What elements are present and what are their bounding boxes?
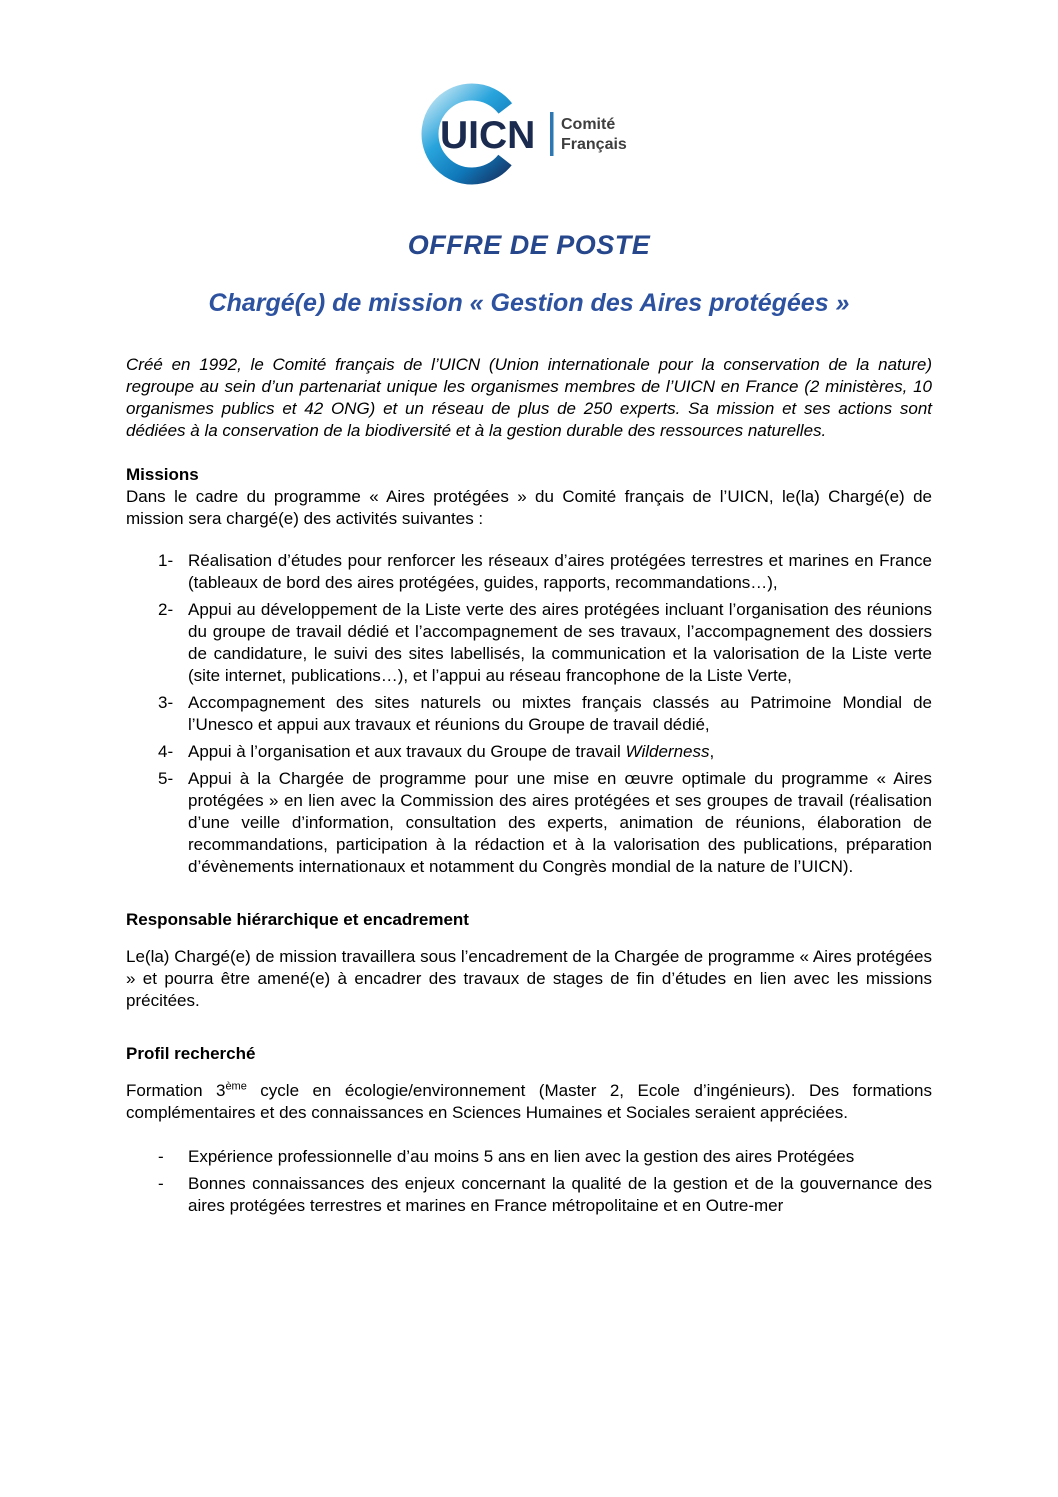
list-item-marker: 2- <box>158 600 174 619</box>
list-item-marker: 1- <box>158 551 174 570</box>
list-item <box>158 599 932 687</box>
profil-paragraph <box>126 1080 932 1124</box>
logo-header <box>0 0 1058 200</box>
uicn-logo <box>415 74 643 194</box>
missions-heading: Missions <box>126 465 199 484</box>
list-item <box>158 1173 932 1217</box>
list-item-text: Appui au développement de la Liste verte des aires protégées incluant l’organisation des réunions du groupe de travail dédié et l’accompagnement de ses travaux, l’accompagnement des dossiers de candidature, le suivi des sites labellisés, la communication et la valorisation de la Liste verte (site internet, publications…), et l’appui au réseau francophone de la Liste Verte, <box>188 600 932 685</box>
logo-org-line1: Comité <box>561 116 616 133</box>
logo-org-line2: Français <box>561 136 627 153</box>
list-item-text <box>188 741 932 763</box>
list-item-text: Accompagnement des sites naturels ou mixtes français classés au Patrimoine Mondial de l’Unesco et appui aux travaux et réunions du Groupe de travail dédié, <box>188 693 932 734</box>
page-title: OFFRE DE POSTE <box>407 230 651 260</box>
list-item-text-italic: Wilderness <box>625 742 710 761</box>
intro-paragraph: Créé en 1992, le Comité français de l’UICN (Union internationale pour la conservation de la nature) regroupe au sein d’un partenariat unique les organismes membres de l’UICN en France (2 ministères, 10 organismes publics et 42 ONG) et un réseau de plus de 250 experts. Sa mission et ses actions sont dédiées à la conservation de la biodiversité et à la gestion durable des ressources naturelles. <box>126 355 932 440</box>
list-item-marker: 5- <box>158 769 174 788</box>
list-item <box>158 550 932 594</box>
list-item <box>158 768 932 878</box>
responsable-paragraph: Le(la) Chargé(e) de mission travaillera sous l’encadrement de la Chargée de programme « Aires protégées » et pourra être amené(e) à encadrer des travaux de stages de fin d’études en lien avec les missions précitées. <box>126 947 932 1010</box>
list-item-text-plain: Appui à l’organisation et aux travaux du Groupe de travail <box>188 742 626 761</box>
list-item-marker: 3- <box>158 693 174 712</box>
page-subtitle: Chargé(e) de mission « Gestion des Aires protégées » <box>208 289 850 317</box>
list-item <box>158 692 932 736</box>
list-item <box>158 1146 932 1168</box>
ordinal-superscript: ème <box>225 1080 247 1093</box>
list-item-marker: - <box>158 1147 164 1166</box>
profil-heading: Profil recherché <box>126 1044 256 1063</box>
list-item-marker: - <box>158 1174 164 1193</box>
list-item-text: Réalisation d’études pour renforcer les réseaux d’aires protégées terrestres et marines en France (tableaux de bord des aires protégées, guides, rapports, recommandations…), <box>188 551 932 592</box>
list-item-text-suffix: , <box>709 742 715 761</box>
logo-acronym: UICN <box>440 114 536 157</box>
profil-list <box>126 1146 932 1217</box>
missions-intro: Dans le cadre du programme « Aires protégées » du Comité français de l’UICN, le(la) Chargé(e) de mission sera chargé(e) des activités suivantes : <box>126 487 932 528</box>
profil-text-before: Formation 3 <box>126 1081 226 1100</box>
list-item <box>158 741 932 763</box>
missions-list <box>126 550 932 878</box>
list-item-text: Expérience professionnelle d’au moins 5 ans en lien avec la gestion des aires Protégées <box>188 1147 855 1166</box>
document-body <box>0 354 1058 1217</box>
list-item-text: Bonnes connaissances des enjeux concernant la qualité de la gestion et de la gouvernance des aires protégées terrestres et marines en France métropolitaine et en Outre-mer <box>188 1174 932 1215</box>
list-item-marker: 4- <box>158 742 174 761</box>
list-item-text: Appui à la Chargée de programme pour une mise en œuvre optimale du programme « Aires protégées » en lien avec la Commission des aires protégées et ses groupes de travail (réalisation d’une veille d’information, consultation des experts, animation de réunions, élaboration de recommandations, participation à la rédaction et à la valorisation des publications, préparation d’évènements internationaux et notamment du Congrès mondial de la nature de l’UICN). <box>188 769 932 876</box>
responsable-heading: Responsable hiérarchique et encadrement <box>126 910 469 929</box>
profil-text-after: cycle en écologie/environnement (Master 2, Ecole d’ingénieurs). Des formations complémentaires et des connaissances en Sciences Humaines et Sociales seraient appréciées. <box>126 1081 932 1122</box>
logo-divider <box>550 112 554 156</box>
